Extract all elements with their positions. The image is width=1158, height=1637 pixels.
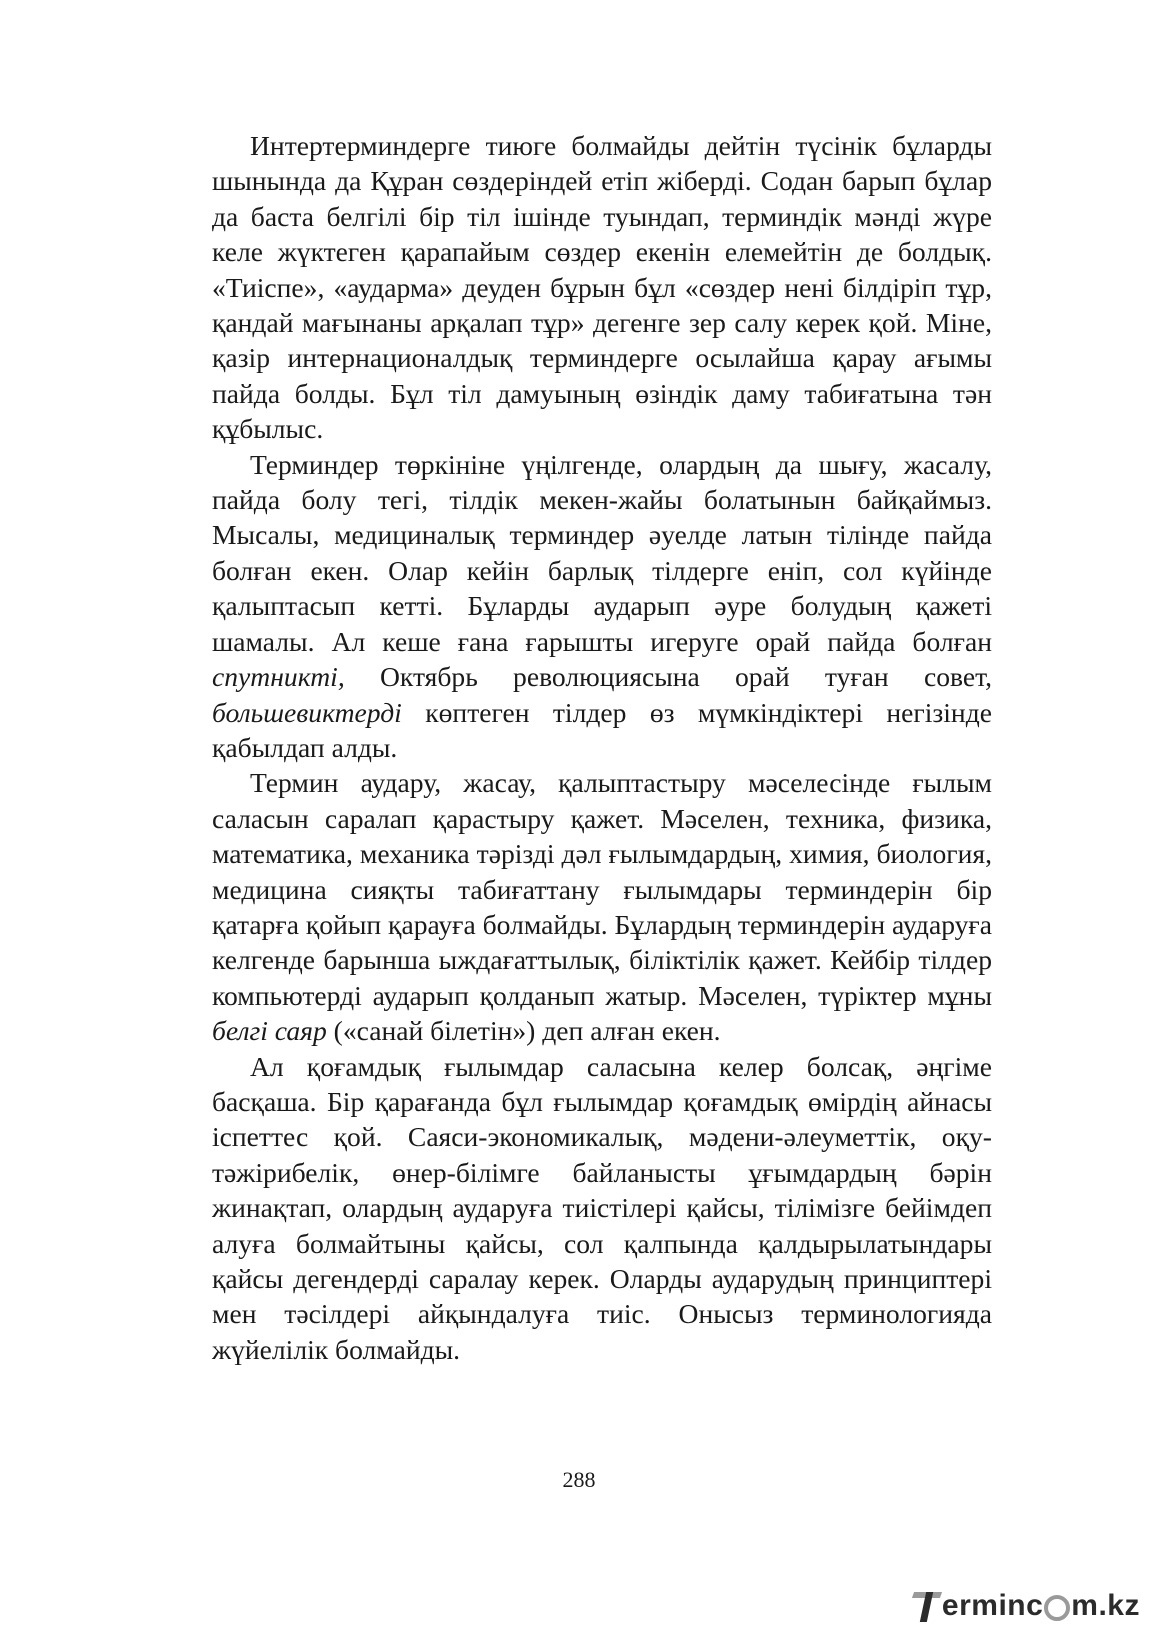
paragraph-2 <box>212 447 992 766</box>
text-run: Термин аудару, жасау, қалыптастыру мәселесінде ғылым саласын саралап қарастыру қажет. Мәселен, техника, физика, математика, механика тәрізді дәл ғылымдардың, химия, биология, медицина сияқты табиғаттану ғылымдары терминдерін бір қатарға қойып қарауға болмайды. Бұлардың терминдерін аударуға келгенде барынша ыждағаттылық, біліктілік қажет. Кейбір тілдер компьютерді аударып қолданып жатыр. Мәселен, түріктер мұны <box>212 767 992 1011</box>
text-run: Терминдер төркініне үңілгенде, олардың да шығу, жасалу, пайда болу тегі, тілдік мекен-жайы болатынын байқаймыз. Мысалы, медициналық терминдер әуелде латын тілінде пайда болған екен. Олар кейін барлық тілдерге еніп, сол күйінде қалыптасып кетті. Бұларды аударып әуре болудың қажеті шамалы. Ал кеше ғана ғарышты игеруге орай пайда болған <box>212 448 992 657</box>
paragraph-1 <box>212 128 992 447</box>
termincom-watermark-logo <box>913 1584 1140 1628</box>
logo-t-mark-icon <box>913 1590 941 1622</box>
body-text <box>212 128 992 1367</box>
watermark-text-prefix: ermin <box>941 1589 1027 1622</box>
watermark-text-suffix: m.kz <box>1071 1589 1140 1622</box>
italic-term-sputnik: спутникті, <box>212 661 345 693</box>
text-run: Октябрь революциясына орай туған совет, <box>344 661 992 693</box>
logo-globe-icon <box>1044 1595 1070 1621</box>
text-run: Ал қоғамдық ғылымдар саласына келер болсақ, әңгіме басқаша. Бір қарағанда бұл ғылымдар қоғамдық өмірдің айнасы іспеттес қой. Саяси-экономикалық, мәдени-әлеуметтік, оқу-тәжірибелік, өнер-білімге байланысты ұғымдардың бәрін жинақтап, олардың аударуға тиістілері қайсы, тілімізге бейімдеп алуға болмайтыны қайсы, сол қалпында қалдырылатындары қайсы дегендерді саралау керек. Оларды аударудың принциптері мен тәсілдері айқындалуға тиіс. Онысыз терминологияда жүйелілік болмайды. <box>212 1050 992 1365</box>
text-run: көптеген тілдер өз мүмкіндіктері негізінде қабылдап алды. <box>212 696 992 763</box>
watermark-text-c: c <box>1026 1589 1044 1622</box>
text-run: («санай білетін») деп алған екен. <box>326 1015 721 1047</box>
page-number: 288 <box>562 1467 596 1492</box>
paragraph-3 <box>212 765 992 1048</box>
italic-term-belgi-sayar: белгі саяр <box>212 1015 327 1047</box>
text-run: Интертерминдерге тиюге болмайды дейтін түсінік бұларды шынында да Құран сөздеріндей етіп жіберді. Содан барып бұлар да баста белгілі бір тіл ішінде туындап, терминдік мәнді жүре келе жүктеген қарапайым сөздер екенін елемейтін де болдық. «Тиіспе», «аударма» деуден бұрын бұл «сөздер нені білдіріп тұр, қандай мағынаны арқалап тұр» дегенге зер салу керек қой. Міне, қазір интернационалдық терминдерге осылайша қарау ағымы пайда болды. Бұл тіл дамуының өзіндік даму табиғатына тән құбылыс. <box>212 130 992 445</box>
italic-term-bolsheviks: большевиктерді <box>212 696 402 728</box>
paragraph-4 <box>212 1049 992 1368</box>
